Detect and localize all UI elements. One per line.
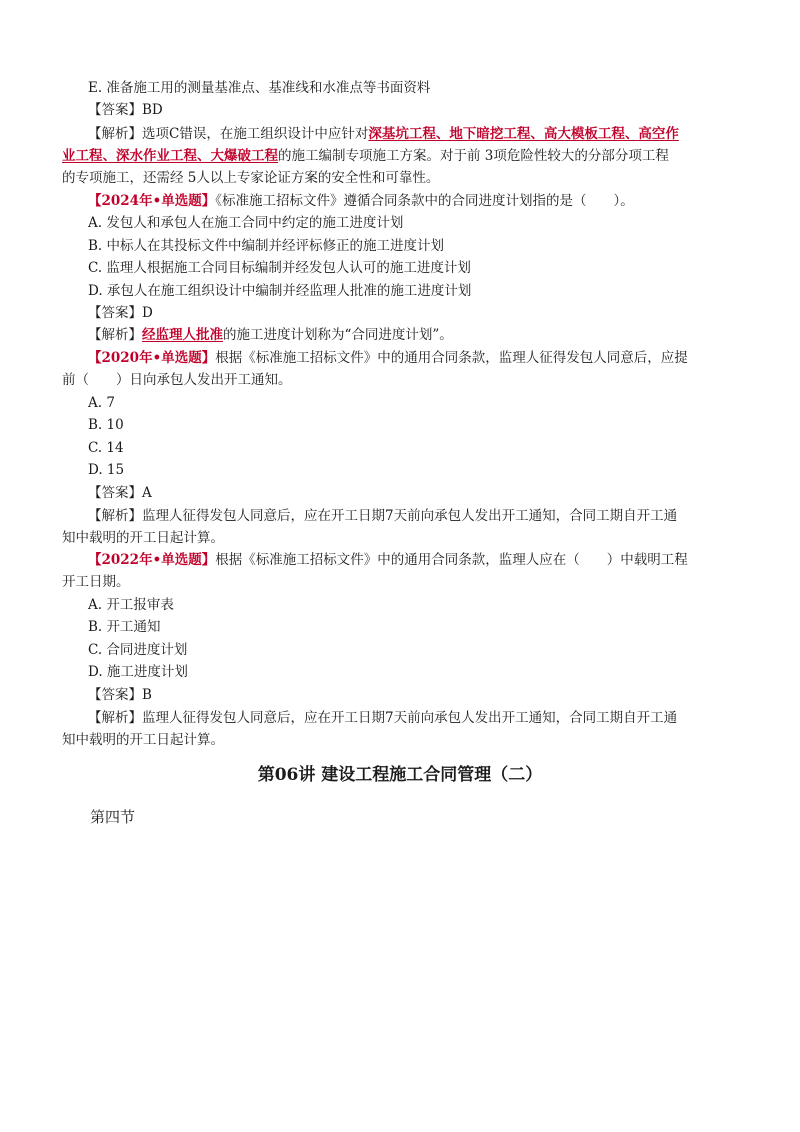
analysis-line: 知中载明的开工日起计算。 — [62, 732, 224, 748]
answer-label: 【答案】 — [88, 687, 142, 703]
question-stem-cont: 开工日期。 — [62, 574, 130, 590]
option-b: B. 中标人在其投标文件中编制并经评标修正的施工进度计划 — [88, 238, 445, 254]
option-a: A. 开工报审表 — [88, 597, 174, 613]
answer-label: 【答案】 — [88, 305, 142, 321]
analysis-line: 知中载明的开工日起计算。 — [62, 530, 224, 546]
answer-value: D — [142, 305, 153, 321]
answer-value: BD — [142, 102, 163, 118]
question-stem — [88, 348, 688, 368]
analysis-line — [88, 506, 677, 526]
answer-label: 【答案】 — [88, 485, 142, 501]
answer-line — [88, 483, 152, 503]
lecture-heading: 第06讲 建设工程施工合同管理（二） — [257, 765, 543, 785]
analysis-text: 选项C错误，在施工组织设计中应针对 — [142, 126, 369, 142]
option-a: A. 发包人和承包人在施工合同中约定的施工进度计划 — [88, 215, 404, 231]
analysis-label: 【解析】 — [88, 126, 142, 142]
highlight-text: 业工程、深水作业工程、大爆破工程 — [62, 148, 278, 164]
option-d: D. 施工进度计划 — [88, 664, 188, 680]
question-tag: 【2022年•单选题】 — [88, 552, 216, 568]
answer-line — [88, 100, 163, 120]
analysis-text: 监理人征得发包人同意后，应在开工日期7天前向承包人发出开工通知，合同工期自开工通 — [142, 508, 678, 524]
analysis-text: 的施工编制专项施工方案。对于前 3项危险性较大的分部分项工程 — [278, 148, 669, 164]
analysis-line — [88, 708, 677, 728]
answer-line — [88, 685, 152, 705]
section-title: 第四节 — [90, 808, 136, 826]
analysis-line — [88, 325, 453, 345]
question-stem — [88, 550, 688, 570]
option-e: E. 准备施工用的测量基准点、基准线和水准点等书面资料 — [88, 80, 431, 96]
analysis-label: 【解析】 — [88, 327, 142, 343]
option-b: B. 10 — [88, 417, 124, 433]
question-text: 根据《标准施工招标文件》中的通用合同条款，监理人征得发包人同意后，应提 — [215, 350, 688, 366]
option-c: C. 14 — [88, 440, 124, 456]
option-d: D. 承包人在施工组织设计中编制并经监理人批准的施工进度计划 — [88, 283, 472, 299]
analysis-text: 监理人征得发包人同意后，应在开工日期7天前向承包人发出开工通知，合同工期自开工通 — [142, 710, 678, 726]
question-stem — [88, 191, 634, 211]
question-tag: 【2020年•单选题】 — [88, 350, 216, 366]
option-a: A. 7 — [88, 395, 115, 411]
analysis-line: 的专项施工，还需经 5人以上专家论证方案的安全性和可靠性。 — [62, 170, 440, 186]
question-text: 根据《标准施工招标文件》中的通用合同条款，监理人应在（ ）中载明工程 — [215, 552, 688, 568]
option-d: D. 15 — [88, 462, 125, 478]
answer-value: A — [142, 485, 152, 501]
question-text: 《标准施工招标文件》遵循合同条款中的合同进度计划指的是（ ）。 — [215, 193, 634, 209]
analysis-label: 【解析】 — [88, 710, 142, 726]
answer-value: B — [142, 687, 152, 703]
highlight-text: 经监理人批准 — [142, 327, 223, 343]
option-c: C. 合同进度计划 — [88, 642, 188, 658]
question-tag: 【2024年•单选题】 — [88, 193, 216, 209]
analysis-line — [88, 124, 679, 144]
highlight-text: 深基坑工程、地下暗挖工程、高大模板工程、高空作 — [368, 126, 679, 142]
analysis-label: 【解析】 — [88, 508, 142, 524]
answer-label: 【答案】 — [88, 102, 142, 118]
answer-line — [88, 303, 153, 323]
question-stem-cont: 前（ ）日向承包人发出开工通知。 — [62, 372, 292, 388]
analysis-text: 的施工进度计划称为“合同进度计划”。 — [223, 327, 453, 343]
option-c: C. 监理人根据施工合同目标编制并经发包人认可的施工进度计划 — [88, 260, 471, 276]
option-b: B. 开工通知 — [88, 619, 161, 635]
analysis-line — [62, 146, 669, 166]
